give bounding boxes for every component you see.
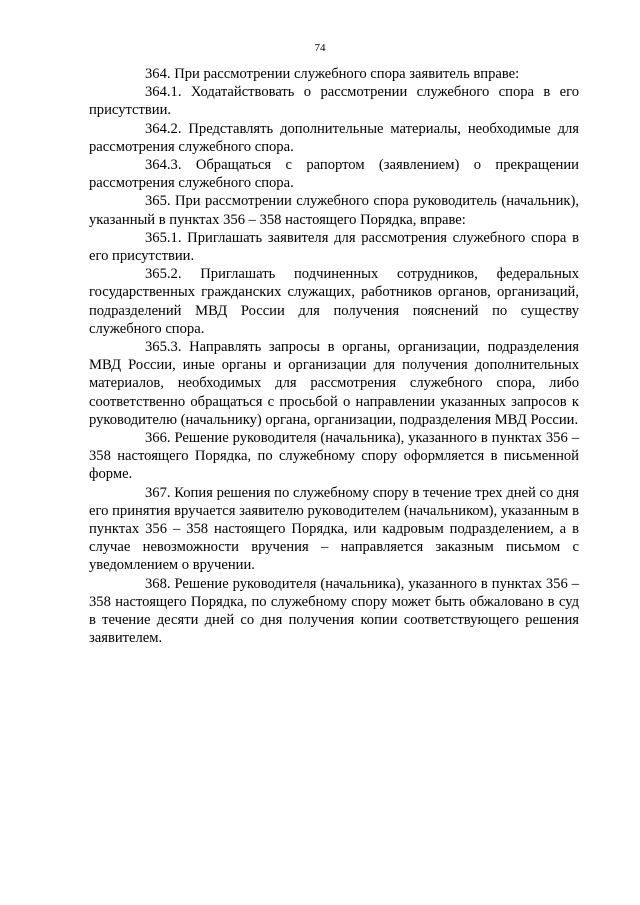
paragraph-365-2: 365.2. Приглашать подчиненных сотрудников, федеральных государственных гражданских служащих, работников органов, организаций, подразделений МВД России для получения пояснений по существу служебного спора.	[89, 266, 579, 337]
paragraph-364-3: 364.3. Обращаться с рапортом (заявлением) о прекращении рассмотрения служебного спора.	[89, 157, 579, 192]
paragraph-365-1: 365.1. Приглашать заявителя для рассмотрения служебного спора в его присутствии.	[89, 229, 579, 265]
paragraph-365-3: 365.3. Направлять запросы в органы, организации, подразделения МВД России, иные органы и организации для получения дополнительных материалов, необходимых для рассмотрения служебного спора, либо соответственно обращаться с просьбой о направлении указанных запросов к руководителю (начальнику) органа, организации, подразделения МВД России.	[89, 339, 579, 428]
paragraph-365: 365. При рассмотрении служебного спора руководитель (начальник), указанный в пунктах 356 – 358 настоящего Порядка, вправе:	[89, 193, 579, 228]
document-body	[89, 65, 579, 648]
paragraph-364: 364. При рассмотрении служебного спора заявитель вправе:	[145, 66, 520, 82]
paragraph-366: 366. Решение руководителя (начальника), указанного в пунктах 356 – 358 настоящего Порядка, по служебному спору оформляется в письменной форме.	[89, 430, 579, 483]
paragraph-364-2: 364.2. Представлять дополнительные материалы, необходимые для рассмотрения служебного спора.	[89, 120, 579, 155]
paragraph-368: 368. Решение руководителя (начальника), указанного в пунктах 356 – 358 настоящего Порядка, по служебному спору может быть обжаловано в суд в течение десяти дней со дня получения копии соответствующего решения заявителем.	[89, 575, 579, 647]
page-number: 74	[314, 42, 326, 54]
paragraph-364-1: 364.1. Ходатайствовать о рассмотрении служебного спора в его присутствии.	[89, 84, 579, 119]
paragraph-367: 367. Копия решения по служебному спору в течение трех дней со дня его принятия вручается заявителю руководителем (начальником), указанным в пунктах 356 – 358 настоящего Порядка, или кадровым подразделением, а в случае невозможности вручения – направляется заказным письмом с уведомлением о вручении.	[89, 484, 579, 574]
